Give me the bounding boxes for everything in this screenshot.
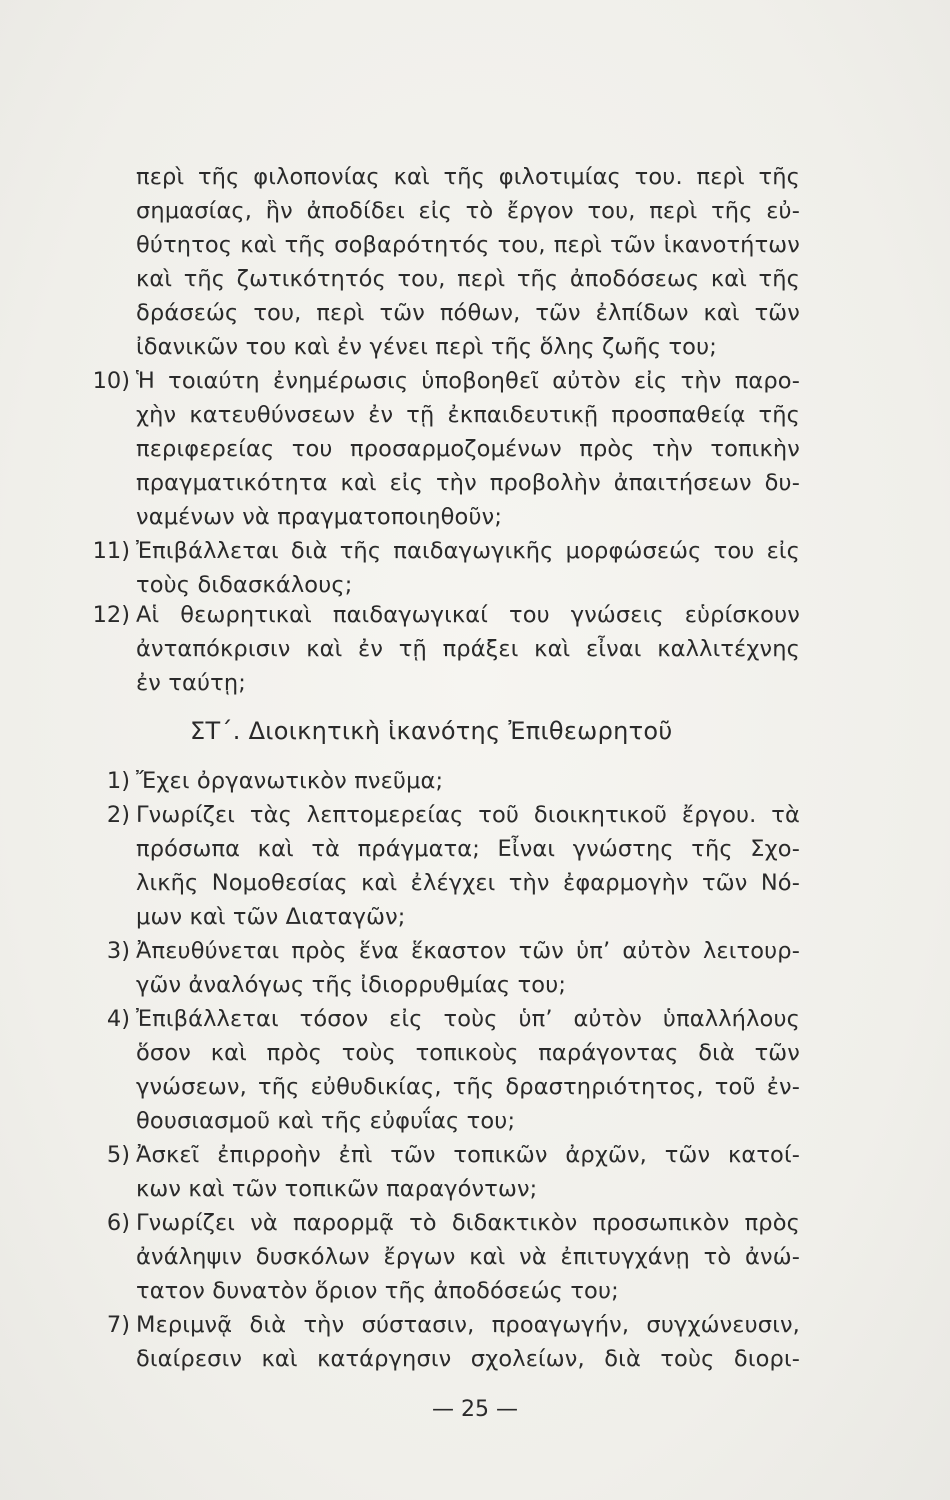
text-line: ναμένων νὰ πραγματοποιηθοῦν; <box>136 504 503 530</box>
text-line: Γνωρίζει τὰς λεπτομερείας τοῦ διοικητικοῦ ἔργου. τὰ <box>136 802 800 828</box>
text-line: κων καὶ τῶν τοπικῶν παραγόντων; <box>136 1176 538 1202</box>
text-line: χὴν κατευθύνσεων ἐν τῇ ἐκπαιδευτικῇ προσπαθείᾳ τῆς <box>136 402 800 428</box>
item-number: 10) <box>92 368 130 394</box>
item-number: 1) <box>106 768 130 794</box>
text-line: πραγματικότητα καὶ εἰς τὴν προβολὴν ἀπαιτήσεων δυ- <box>136 470 800 496</box>
text-line: Ἐπιβάλλεται διὰ τῆς παιδαγωγικῆς μορφώσεώς του εἰς <box>136 538 800 564</box>
item-number: 4) <box>106 1006 130 1032</box>
text-line: δράσεώς του, περὶ τῶν πόθων, τῶν ἐλπίδων καὶ τῶν <box>136 300 800 326</box>
item-number: 5) <box>106 1142 130 1168</box>
text-line: ἰδανικῶν του καὶ ἐν γένει περὶ τῆς ὅλης ζωῆς του; <box>136 334 717 360</box>
item-number: 11) <box>92 538 130 564</box>
text-line: λικῆς Νομοθεσίας καὶ ἐλέγχει τὴν ἐφαρμογὴν τῶν Νό- <box>136 870 800 896</box>
text-line: γῶν ἀναλόγως τῆς ἰδιορρυθμίας του; <box>136 972 567 998</box>
item-number: 6) <box>106 1210 130 1236</box>
item-number: 7) <box>106 1312 130 1338</box>
text-line: διαίρεσιν καὶ κατάργησιν σχολείων, διὰ τοὺς διορι- <box>136 1346 800 1372</box>
text-line: σημασίας, ἣν ἀποδίδει εἰς τὸ ἔργον του, περὶ τῆς εὐ- <box>136 198 800 224</box>
text-line: περιφερείας του προσαρμοζομένων πρὸς τὴν τοπικὴν <box>136 436 800 462</box>
text-line: Ἐπιβάλλεται τόσον εἰς τοὺς ὑπ’ αὐτὸν ὑπαλλήλους <box>136 1006 800 1032</box>
text-line: Ἡ τοιαύτη ἐνημέρωσις ὑποβοηθεῖ αὐτὸν εἰς τὴν παρο- <box>136 368 800 394</box>
text-line: τατον δυνατὸν ὅριον τῆς ἀποδόσεώς του; <box>136 1278 619 1304</box>
text-line: ἀνάληψιν δυσκόλων ἔργων καὶ νὰ ἐπιτυγχάνῃ τὸ ἀνώ- <box>136 1244 800 1270</box>
text-line: ἐν ταύτῃ; <box>136 670 247 696</box>
text-line: ὅσον καὶ πρὸς τοὺς τοπικοὺς παράγοντας διὰ τῶν <box>136 1040 800 1066</box>
item-number: 2) <box>106 802 130 828</box>
text-line: γνώσεων, τῆς εὐθυδικίας, τῆς δραστηριότητος, τοῦ ἐν- <box>136 1074 800 1100</box>
section-heading: ΣΤ΄. Διοικητικὴ ἱκανότης Ἐπιθεωρητοῦ <box>190 717 673 745</box>
page-number: — 25 — <box>432 1397 518 1422</box>
text-line: θύτητος καὶ τῆς σοβαρότητός του, περὶ τῶν ἱκανοτήτων <box>136 232 800 258</box>
text-line: θουσιασμοῦ καὶ τῆς εὐφυΐας του; <box>136 1108 516 1134</box>
text-line: Ἔχει ὀργανωτικὸν πνεῦμα; <box>136 768 444 794</box>
text-line: περὶ τῆς φιλοπονίας καὶ τῆς φιλοτιμίας του. περὶ τῆς <box>136 164 800 190</box>
text-line: πρόσωπα καὶ τὰ πράγματα; Εἶναι γνώστης τῆς Σχο- <box>136 836 800 862</box>
text-line: τοὺς διδασκάλους; <box>136 572 353 598</box>
text-line: Γνωρίζει νὰ παρορμᾷ τὸ διδακτικὸν προσωπικὸν πρὸς <box>136 1210 800 1236</box>
text-line: μων καὶ τῶν Διαταγῶν; <box>136 904 406 930</box>
text-line: Μεριμνᾷ διὰ τὴν σύστασιν, προαγωγήν, συγχώνευσιν, <box>136 1312 800 1338</box>
text-line: Ἀσκεῖ ἐπιρροὴν ἐπὶ τῶν τοπικῶν ἀρχῶν, τῶν κατοί- <box>136 1142 800 1168</box>
text-line: ἀνταπόκρισιν καὶ ἐν τῇ πράξει καὶ εἶναι καλλιτέχνης <box>136 636 800 662</box>
item-number: 12) <box>92 602 130 628</box>
text-line: Ἀπευθύνεται πρὸς ἕνα ἕκαστον τῶν ὑπ’ αὐτὸν λειτουρ- <box>136 938 800 964</box>
text-line: καὶ τῆς ζωτικότητός του, περὶ τῆς ἀποδόσεως καὶ τῆς <box>136 266 800 292</box>
item-number: 3) <box>106 938 130 964</box>
text-line: Αἱ θεωρητικαὶ παιδαγωγικαί του γνώσεις εὑρίσκουν <box>136 602 800 628</box>
